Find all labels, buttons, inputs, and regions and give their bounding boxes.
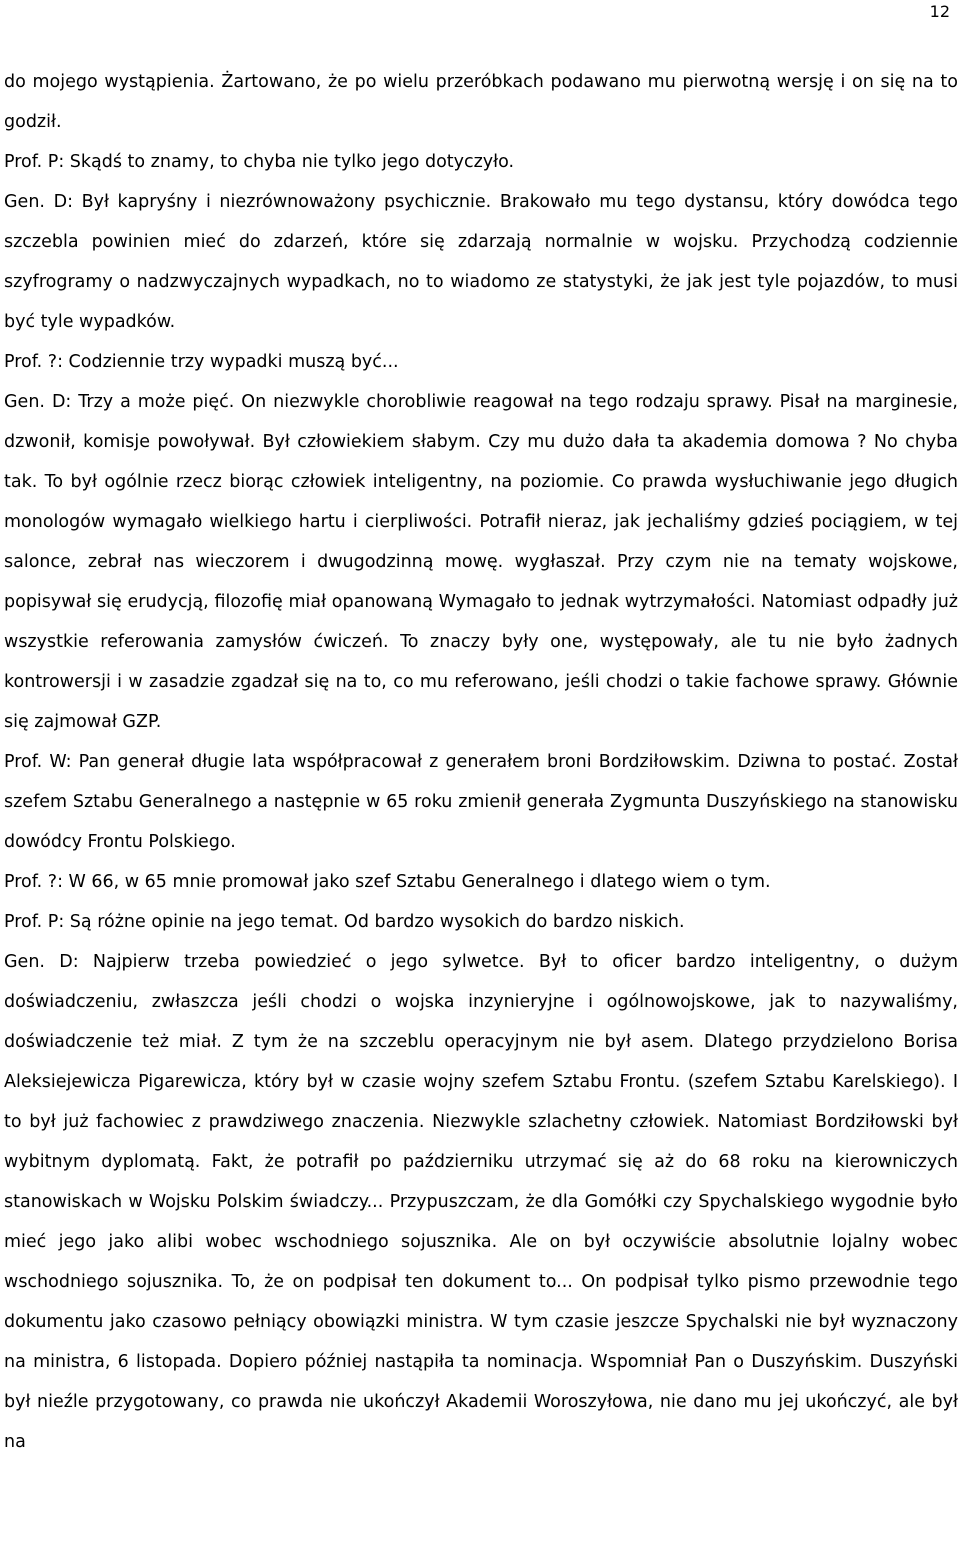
speaker-label: Prof. ?: [4, 352, 63, 372]
speaker-label: Gen. D: [4, 392, 72, 412]
paragraph [4, 182, 958, 342]
paragraph-text: Skądś to znamy, to chyba nie tylko jego dotyczyło. [64, 152, 515, 172]
paragraph-text: Codziennie trzy wypadki muszą być... [62, 352, 399, 372]
page-number: 12 [929, 2, 950, 21]
paragraph [4, 382, 958, 742]
speaker-label: Prof. P: [4, 152, 65, 172]
speaker-label: Prof. ?: [4, 872, 63, 892]
paragraph [4, 742, 958, 862]
paragraph [4, 942, 958, 1462]
speaker-label: Prof. W: [4, 752, 72, 772]
speaker-label: Gen. D: [4, 192, 73, 212]
paragraph-text: Był kapryśny i niezrównoważony psychicznie. Brakowało mu tego dystansu, który dowódca tego szczebla powinien mieć do zdarzeń, które się zdarzają normalnie w wojsku. Przychodzą codziennie szyfrogramy o nadzwyczajnych wypadkach, no to wiadomo ze statystyki, że jak jest tyle pojazdów, to musi być tyle wypadków. [4, 192, 959, 332]
paragraph-text: Najpierw trzeba powiedzieć o jego sylwetce. Był to oficer bardzo inteligentny, o dużym doświadczeniu, zwłaszcza jeśli chodzi o wojska inzynieryjne i ogólnowojskowe, jak to nazywaliśmy, doświadczenie też miał. Z tym że na szczeblu operacyjnym nie był asem. Dlatego przydzielono Borisa Aleksiejewicza Pigarewicza, który był w czasie wojny szefem Sztabu Frontu. (szefem Sztabu Karelskiego). I to był już fachowiec z prawdziwego znaczenia. Niezwykle szlachetny człowiek. Natomiast Bordziłowski był wybitnym dyplomatą. Fakt, że potrafił po październiku utrzymać się aż do 68 roku na kierowniczych stanowiskach w Wojsku Polskim świadczy... Przypuszczam, że dla Gomółki czy Spychalskiego wygodnie było mieć jego jako alibi wobec wschodniego sojusznika. Ale on był oczywiście absolutnie lojalny wobec wschodniego sojusznika. To, że on podpisał ten dokument to... On podpisał tylko pismo przewodnie tego dokumentu jako czasowo pełniący obowiązki ministra. W tym czasie jeszcze Spychalski nie był wyznaczony na ministra, 6 listopada. Dopiero później nastąpiła ta nominacja. Wspomniał Pan o Duszyńskim. Duszyński był nieźle przygotowany, co prawda nie ukończył Akademii Woroszyłowa, nie dano mu jej ukończyć, ale był na [4, 952, 958, 1452]
paragraph-text: Trzy a może pięć. On niezwykle chorobliwie reagował na tego rodzaju sprawy. Pisał na marginesie, dzwonił, komisje powoływał. Był człowiekiem słabym. Czy mu dużo dała ta akademia domowa ? No chyba tak. To był ogólnie rzecz biorąc człowiek inteligentny, na poziomie. Co prawda wysłuchiwanie jego długich monologów wymagało wielkiego hartu i cierpliwości. Potrafił nieraz, jak jechaliśmy gdzieś pociągiem, w tej salonce, zebrał nas wieczorem i dwugodzinną mowę. wygłaszał. Przy czym nie na tematy wojskowe, popisywał się erudycją, filozofię miał opanowaną Wymagało to jednak wytrzymałości. Natomiast odpadły już wszystkie referowania zamysłów ćwiczeń. To znaczy były one, występowały, ale tu nie było żadnych kontrowersji i w zasadzie zgadzał się na to, co mu referowano, jeśli chodzi o takie fachowe sprawy. Głównie się zajmował GZP. [4, 392, 958, 732]
paragraph [4, 142, 958, 182]
paragraph [4, 862, 958, 902]
paragraph-text: Pan generał długie lata współpracował z generałem broni Bordziłowskim. Dziwna to postać. Został szefem Sztabu Generalnego a następnie w 65 roku zmienił generała Zygmunta Duszyńskiego na stanowisku dowódcy Frontu Polskiego. [4, 752, 958, 852]
paragraph-text: W 66, w 65 mnie promował jako szef Sztabu Generalnego i dlatego wiem o tym. [62, 872, 771, 892]
paragraph-text: do mojego wystąpienia. Żartowano, że po wielu przeróbkach podawano mu pierwotną wersję i on się na to godził. [4, 72, 958, 132]
paragraph [4, 902, 958, 942]
paragraph-text: Są różne opinie na jego temat. Od bardzo wysokich do bardzo niskich. [64, 912, 685, 932]
speaker-label: Gen. D: [4, 952, 79, 972]
paragraph [4, 62, 958, 142]
document-body [4, 62, 958, 1462]
paragraph [4, 342, 958, 382]
speaker-label: Prof. P: [4, 912, 65, 932]
